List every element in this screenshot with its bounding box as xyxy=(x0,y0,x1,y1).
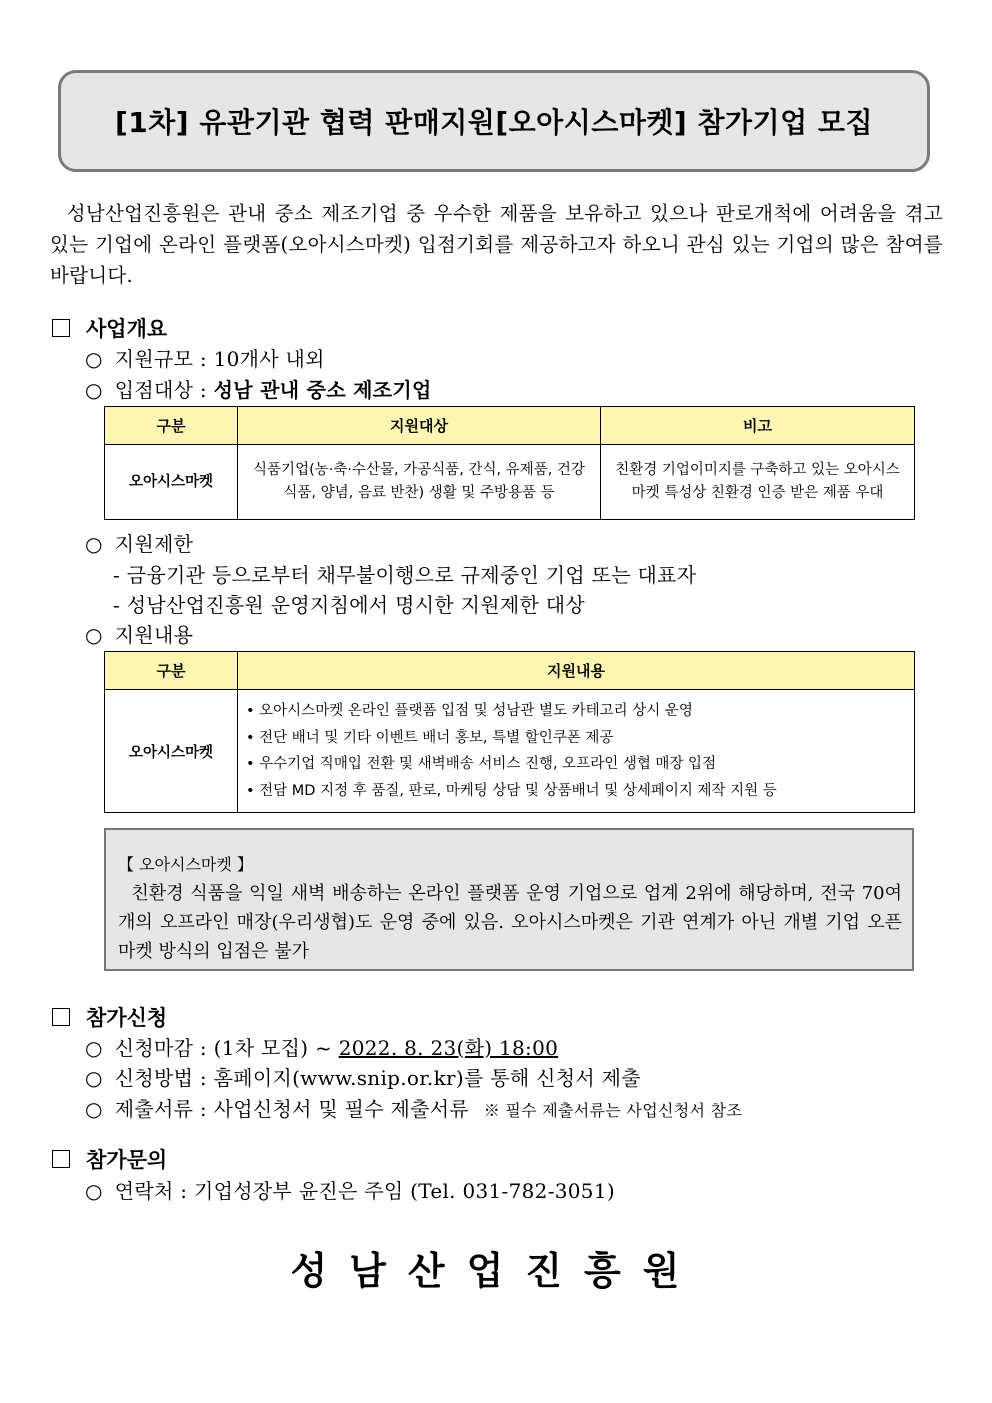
deadline xyxy=(85,1032,558,1061)
entry-target-label: 입점대상 : xyxy=(114,378,214,402)
circle-bullet-icon: ○ xyxy=(85,378,103,402)
list-item: • 오아시스마켓 온라인 플랫폼 입점 및 성남관 별도 카테고리 상시 운영 xyxy=(246,703,693,719)
table-header: 지원내용 xyxy=(238,652,915,690)
target-table xyxy=(104,406,915,520)
section-heading-text: 참가문의 xyxy=(86,1147,168,1172)
oasis-note-box xyxy=(104,828,914,971)
submission-docs-note: ※ 필수 제출서류는 사업신청서 참조 xyxy=(483,1101,743,1120)
section-overview-heading xyxy=(50,313,167,343)
deadline-value: 2022. 8. 23(화) 18:00 xyxy=(338,1036,559,1060)
table-header: 구분 xyxy=(105,407,238,445)
content-list xyxy=(238,690,915,813)
table-header: 지원대상 xyxy=(238,407,601,445)
table-row-label: 오아시스마켓 xyxy=(105,445,238,520)
contact-text: 연락처 : 기업성장부 윤진은 주임 (Tel. 031-782-3051) xyxy=(114,1179,615,1203)
support-scale-text: 지원규모 : 10개사 내외 xyxy=(114,347,325,371)
checkbox-square-icon xyxy=(52,1150,70,1168)
list-item-text: 우수기업 직매입 전환 및 새벽배송 서비스 진행, 오프라인 생협 매장 입점 xyxy=(259,756,717,772)
contact xyxy=(85,1175,615,1204)
table-header: 비고 xyxy=(601,407,915,445)
note-text: 친환경 식품을 익일 새벽 배송하는 온라인 플랫폼 운영 기업으로 업계 2위에 해당하며, 전국 70여개의 오프라인 매장(우리생협)도 운영 중에 있음. 오아시스마켓은 기관 연계가 아닌 개별 기업 오픈 마켓 방식의 입점은 불가 xyxy=(118,883,903,962)
submission-docs-text: 제출서류 : 사업신청서 및 필수 제출서류 xyxy=(114,1097,470,1121)
section-apply-heading xyxy=(50,1002,167,1032)
list-item: • 우수기업 직매입 전환 및 새벽배송 서비스 진행, 오프라인 생협 매장 입점 xyxy=(246,756,717,772)
entry-target-value: 성남 관내 중소 제조기업 xyxy=(213,378,432,402)
checkbox-square-icon xyxy=(52,319,70,337)
entry-target xyxy=(85,374,432,403)
apply-method-text: 신청방법 : 홈페이지(www.snip.or.kr)를 통해 신청서 제출 xyxy=(114,1066,641,1090)
list-item-text: 전단 배너 및 기타 이벤트 배너 홍보, 특별 할인쿠폰 제공 xyxy=(259,729,614,746)
organization-footer: 성남산업진흥원 xyxy=(290,1249,702,1293)
circle-bullet-icon: ○ xyxy=(85,1036,103,1060)
circle-bullet-icon: ○ xyxy=(85,623,103,647)
apply-method xyxy=(85,1062,641,1091)
intro-text: 성남산업진흥원은 관내 중소 제조기업 중 우수한 제품을 보유하고 있으나 판로개척에 어려움을 겪고 있는 기업에 온라인 플랫폼(오아시스마켓) 입점기회를 제공하고자 하오니 관심 있는 기업의 많은 참여를 바랍니다. xyxy=(50,202,944,287)
deadline-label: 신청마감 : (1차 모집) ~ xyxy=(114,1036,339,1060)
list-item-text: 오아시스마켓 온라인 플랫폼 입점 및 성남관 별도 카테고리 상시 운영 xyxy=(259,703,693,719)
support-scale xyxy=(85,343,325,372)
list-item: • 전담 MD 지정 후 품질, 판로, 마케팅 상담 및 상품배너 및 상세페이지 제작 지원 등 xyxy=(246,782,777,799)
circle-bullet-icon: ○ xyxy=(85,1097,103,1121)
title-box xyxy=(58,70,930,172)
section-heading-text: 참가신청 xyxy=(86,1005,168,1030)
table-header: 구분 xyxy=(105,652,238,690)
restriction-item: - 성남산업진흥원 운영지침에서 명시한 지원제한 대상 xyxy=(113,593,585,617)
section-heading-text: 사업개요 xyxy=(86,316,168,341)
circle-bullet-icon: ○ xyxy=(85,1179,103,1203)
intro-paragraph xyxy=(50,198,943,291)
restriction-label: 지원제한 xyxy=(114,532,194,556)
submission-docs xyxy=(85,1093,742,1122)
list-item-text: 전담 MD 지정 후 품질, 판로, 마케팅 상담 및 상품배너 및 상세페이지 제작 지원 등 xyxy=(259,782,777,799)
content-label: 지원내용 xyxy=(114,623,194,647)
support-content xyxy=(85,619,193,648)
section-inquiry-heading xyxy=(50,1144,167,1174)
table-row-label: 오아시스마켓 xyxy=(105,690,238,813)
circle-bullet-icon: ○ xyxy=(85,347,103,371)
support-restriction xyxy=(85,528,193,557)
table-cell-note: 친환경 기업이미지를 구축하고 있는 오아시스마켓 특성상 친환경 인증 받은 제품 우대 xyxy=(601,445,915,520)
checkbox-square-icon xyxy=(52,1008,70,1026)
content-table xyxy=(104,651,915,813)
restriction-item: - 금융기관 등으로부터 채무불이행으로 규제중인 기업 또는 대표자 xyxy=(113,563,697,587)
circle-bullet-icon: ○ xyxy=(85,1066,103,1090)
table-cell-target: 식품기업(농·축·수산물, 가공식품, 간식, 유제품, 건강식품, 양념, 음료 반찬) 생활 및 주방용품 등 xyxy=(238,445,601,520)
circle-bullet-icon: ○ xyxy=(85,532,103,556)
note-title: 【 오아시스마켓 】 xyxy=(118,855,253,874)
page-title: [1차] 유관기관 협력 판매지원[오아시스마켓] 참가기업 모집 xyxy=(114,106,874,139)
list-item: • 전단 배너 및 기타 이벤트 배너 홍보, 특별 할인쿠폰 제공 xyxy=(246,729,614,746)
